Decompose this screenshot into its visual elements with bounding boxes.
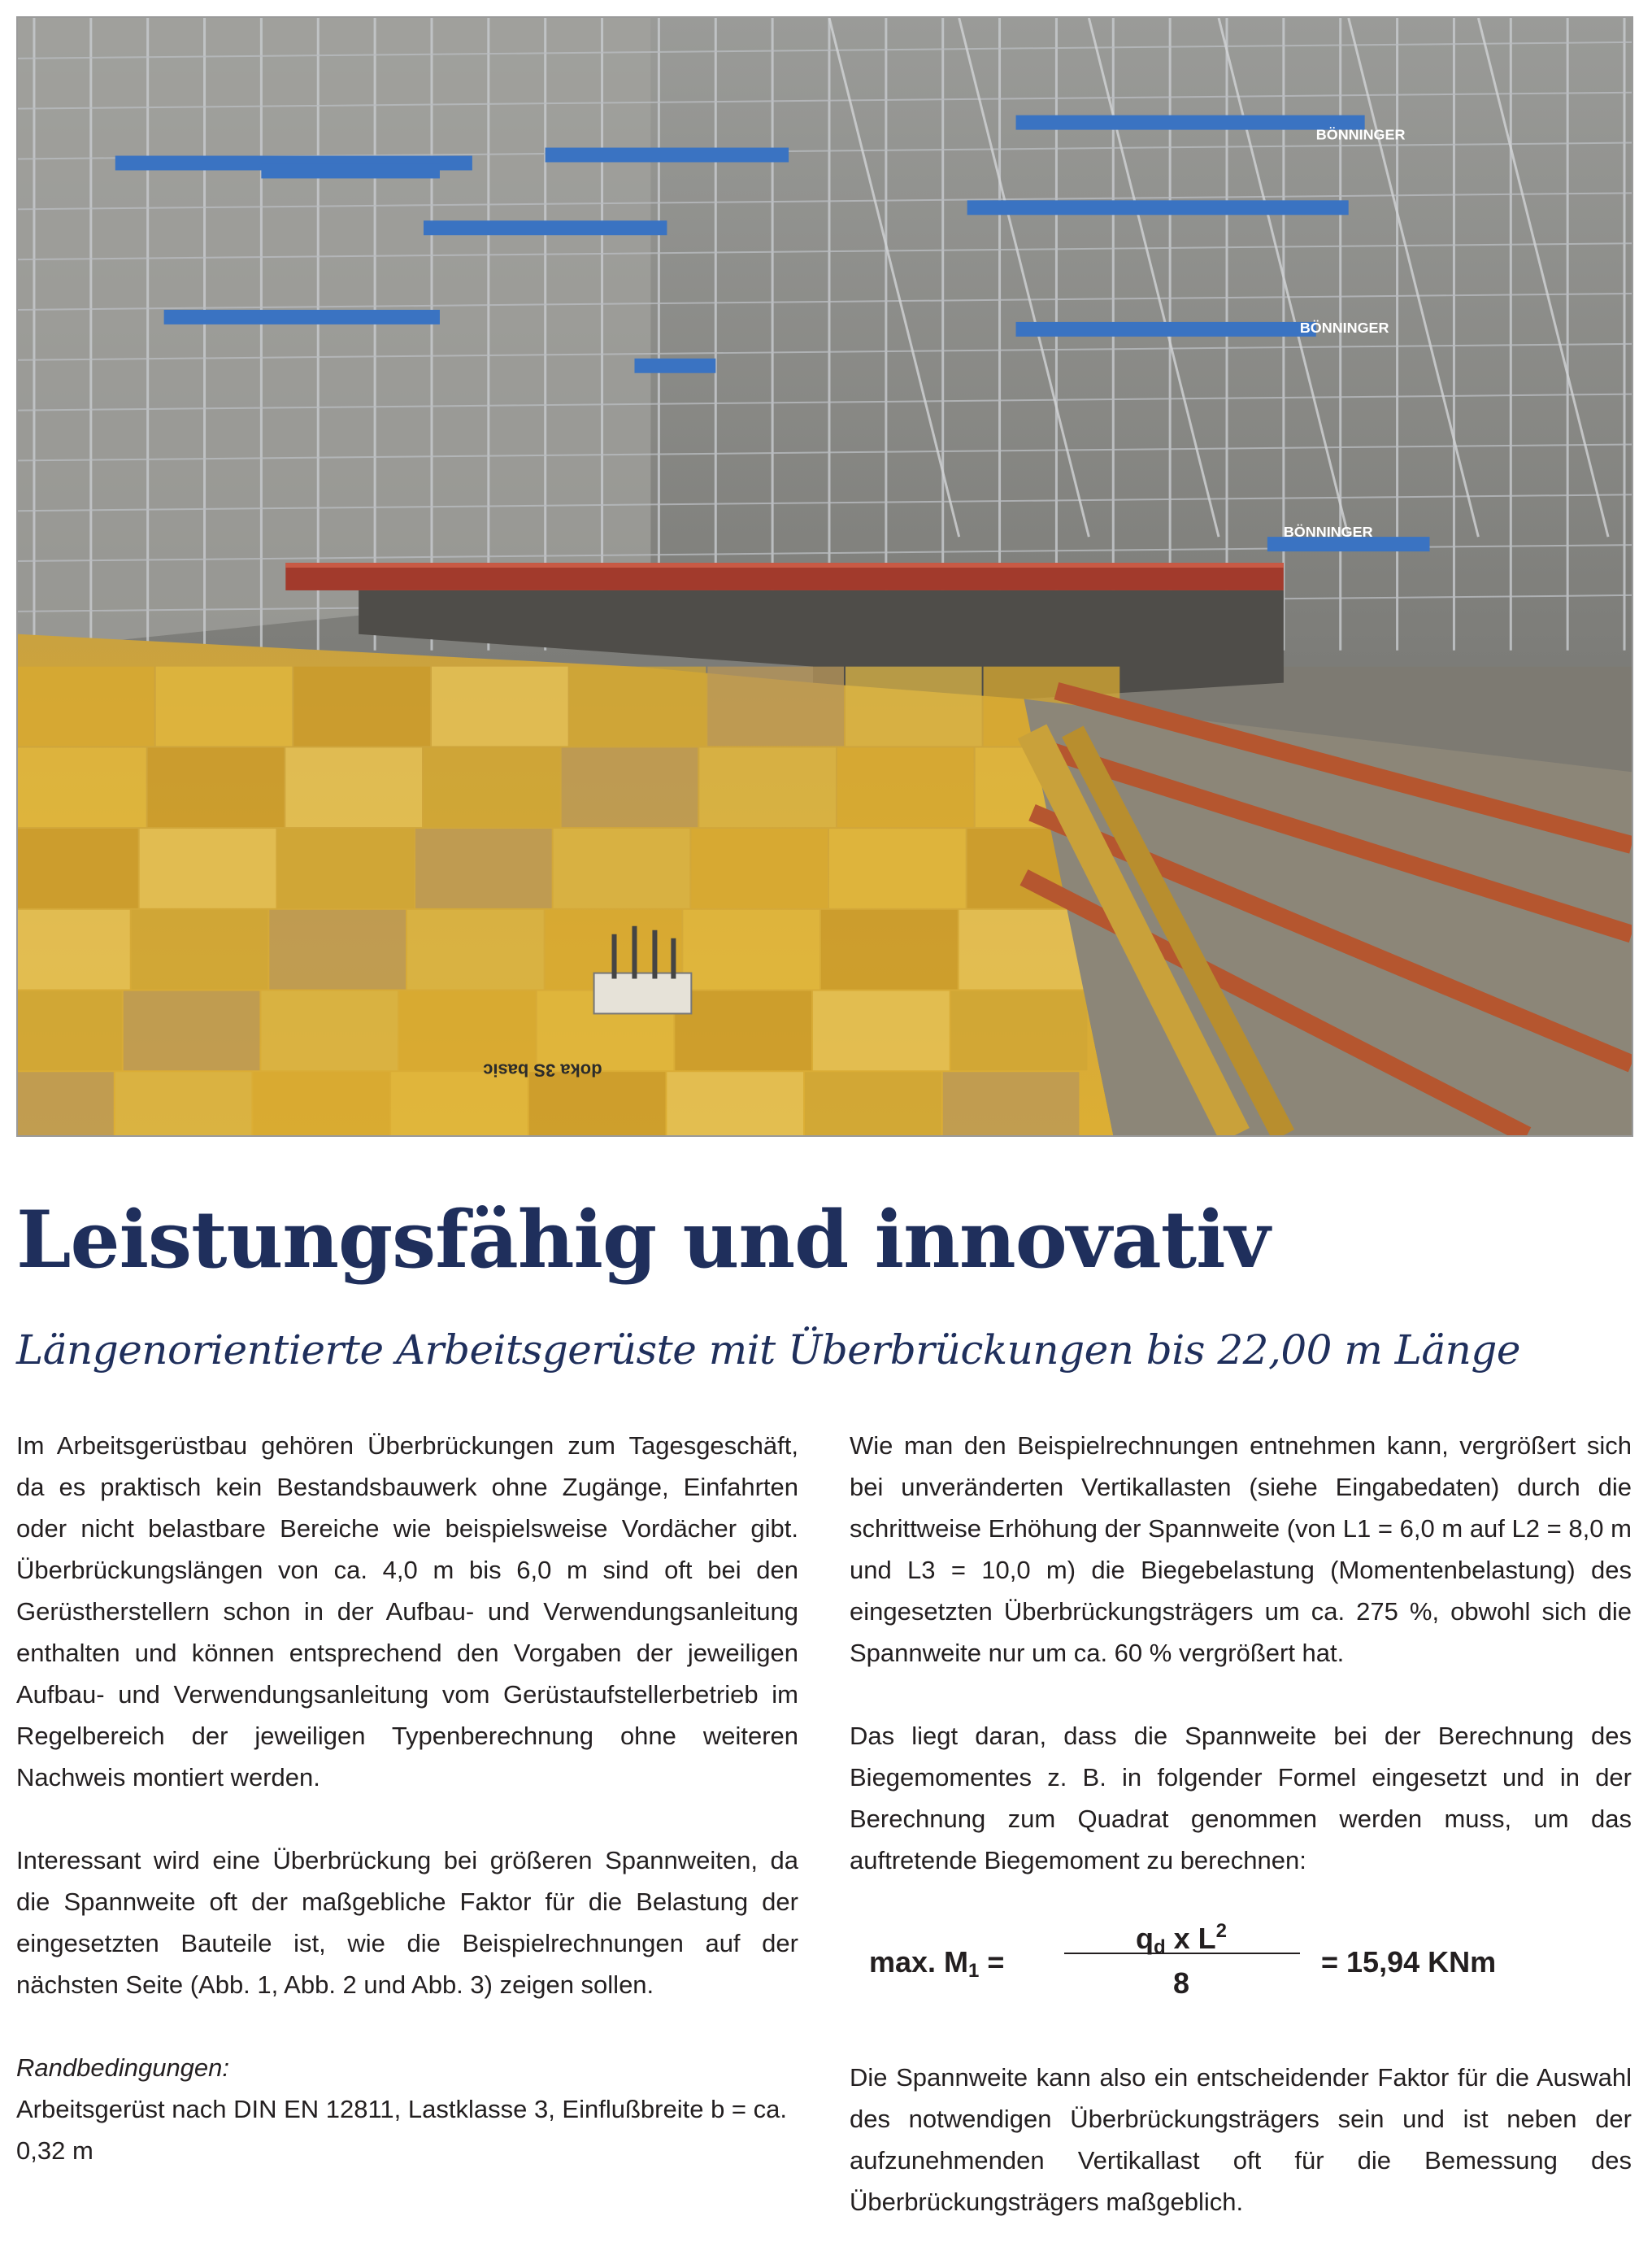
formwork-panel	[424, 747, 560, 827]
board-stamp: doka 3S basic	[483, 1060, 602, 1081]
toe-board	[261, 163, 440, 178]
formwork-panel	[407, 910, 544, 990]
formwork-panel	[846, 667, 982, 747]
formwork-panel	[699, 747, 836, 827]
formwork-panel	[837, 747, 974, 827]
formwork-panel	[18, 667, 154, 747]
formula-lhs-text: max. M	[869, 1945, 969, 1979]
formwork-panel	[261, 991, 398, 1071]
paragraph: Die Spannweite kann also ein entscheidender Faktor für die Auswahl des notwendigen Überbrückungsträgers sein und ist neben der aufzunehmenden Vertikallast oft für die Bemessung des Überbrückungsträgers maßgeblich.	[850, 2063, 1632, 2216]
formwork-panel	[18, 829, 138, 908]
formwork-panel	[554, 829, 690, 908]
toe-board	[164, 310, 440, 324]
formwork-panel	[667, 1072, 803, 1135]
formwork-panel	[277, 829, 414, 908]
right-column	[850, 1425, 1632, 2264]
brand-label: BÖNNINGER	[1315, 126, 1406, 143]
formwork-panel	[570, 667, 706, 747]
article-subtitle: Längenorientierte Arbeitsgerüste mit Überbrückungen bis 22,00 m Länge	[16, 1326, 1520, 1374]
formwork-panel	[829, 829, 966, 908]
formwork-panel	[683, 910, 819, 990]
formwork-panel	[285, 747, 422, 827]
formula-num-rest: x L	[1165, 1922, 1216, 1955]
formula-denominator: 8	[1172, 1966, 1190, 2000]
formwork-panel	[805, 1072, 941, 1135]
conditions-label: Randbedingungen:	[16, 2053, 230, 2082]
formwork-panel	[391, 1072, 528, 1135]
formwork-panel	[399, 991, 536, 1071]
formula-lhs	[869, 1941, 1004, 1992]
formwork-panel	[707, 667, 844, 747]
formwork-panel	[293, 667, 430, 747]
formwork-panel	[132, 910, 268, 990]
formwork-panel	[432, 667, 568, 747]
formwork-panel	[529, 1072, 666, 1135]
formula-num-sub: d	[1153, 1936, 1166, 1958]
formwork-panel	[18, 910, 130, 990]
formwork-panel	[148, 747, 285, 827]
formwork-panel	[675, 991, 811, 1071]
formwork-panel	[269, 910, 406, 990]
formwork-panel	[813, 991, 950, 1071]
formwork-panel	[943, 1072, 1080, 1135]
formwork-panel	[415, 829, 552, 908]
formwork-panel	[821, 910, 958, 990]
construction-photo	[16, 16, 1633, 1137]
formula-num-sup: 2	[1215, 1920, 1228, 1942]
formwork-panel	[124, 991, 260, 1071]
brand-label: BÖNNINGER	[1299, 319, 1389, 336]
formula-result: = 15,94 KNm	[1321, 1945, 1497, 1979]
formwork-panel	[253, 1072, 389, 1135]
left-column	[16, 1425, 798, 2171]
formwork-panel	[18, 747, 146, 827]
toe-board	[967, 200, 1349, 215]
formwork-panel	[140, 829, 276, 908]
formwork-panel	[18, 1072, 114, 1135]
article-title: Leistungsfähig und innovativ	[16, 1194, 1270, 1286]
formwork-panel	[156, 667, 293, 747]
formula-lhs-sub: 1	[968, 1960, 980, 1982]
toe-board	[1016, 115, 1365, 130]
formwork-panel	[691, 829, 828, 908]
formwork-panel	[18, 991, 122, 1071]
toe-board	[1016, 322, 1316, 337]
paragraph: Wie man den Beispielrechnungen entnehmen kann, vergrößert sich bei unveränderten Vertikallasten (siehe Eingabedaten) durch die schrittweise Erhöhung der Spannweite (von L1 = 6,0 m auf L2 = 8,0 m und L3 = 10,0 m) die Biegebelastung (Momentenbelastung) des eingesetzten Überbrückungsträgers um ca. 275 %, obwohl sich die Spannweite nur um ca. 60 % vergrößert hat.	[850, 1431, 1632, 1667]
bending-moment-formula	[869, 1910, 1632, 2008]
formwork-panel	[115, 1072, 252, 1135]
fraction-bar	[1064, 1953, 1300, 1954]
formwork-panel	[951, 991, 1088, 1071]
formula-num-q: q	[1135, 1922, 1154, 1955]
formula-numerator	[1072, 1910, 1290, 1968]
conditions-text: Arbeitsgerüst nach DIN EN 12811, Lastklasse 3, Einflußbreite b = ca. 0,32 m	[16, 2095, 787, 2165]
scaffold-photo-illustration	[18, 18, 1632, 1135]
paragraph: Das liegt daran, dass die Spannweite bei der Berechnung des Biegemomentes z. B. in folgender Formel eingesetzt und in der Berechnung zum Quadrat genommen werden muss, um das auftretende Biegemoment zu berechnen:	[850, 1722, 1632, 1874]
formwork-panel	[562, 747, 698, 827]
formula-lhs-eq: =	[979, 1945, 1005, 1979]
paragraph: Interessant wird eine Überbrückung bei größeren Spannweiten, da die Spannweite oft der maßgebliche Faktor für die Belastung der eingesetzten Bauteile ist, wie die Beispielrechnungen auf der nächsten Seite (Abb. 1, Abb. 2 und Abb. 3) zeigen sollen.	[16, 1846, 798, 1999]
toe-board	[546, 148, 789, 163]
toe-board	[424, 220, 667, 235]
brand-label: BÖNNINGER	[1283, 524, 1373, 541]
paragraph: Im Arbeitsgerüstbau gehören Überbrückungen zum Tagesgeschäft, da es praktisch kein Bestandsbauwerk ohne Zugänge, Einfahrten oder nicht belastbare Bereiche wie beispielsweise Vordächer gibt. Überbrückungslängen von ca. 4,0 m bis 6,0 m sind oft bei den Gerüstherstellern schon in der Aufbau- und Verwendungsanleitung enthalten und können entsprechend den Vorgaben der jeweiligen Aufbau- und Verwendungsanleitung vom Gerüstaufstellerbetrieb im Regelbereich der jeweiligen Typenberechnung ohne weiteren Nachweis montiert werden.	[16, 1431, 798, 1792]
toe-board	[634, 359, 715, 373]
anchor-plate	[594, 973, 692, 1014]
beam-highlight	[285, 563, 1284, 568]
